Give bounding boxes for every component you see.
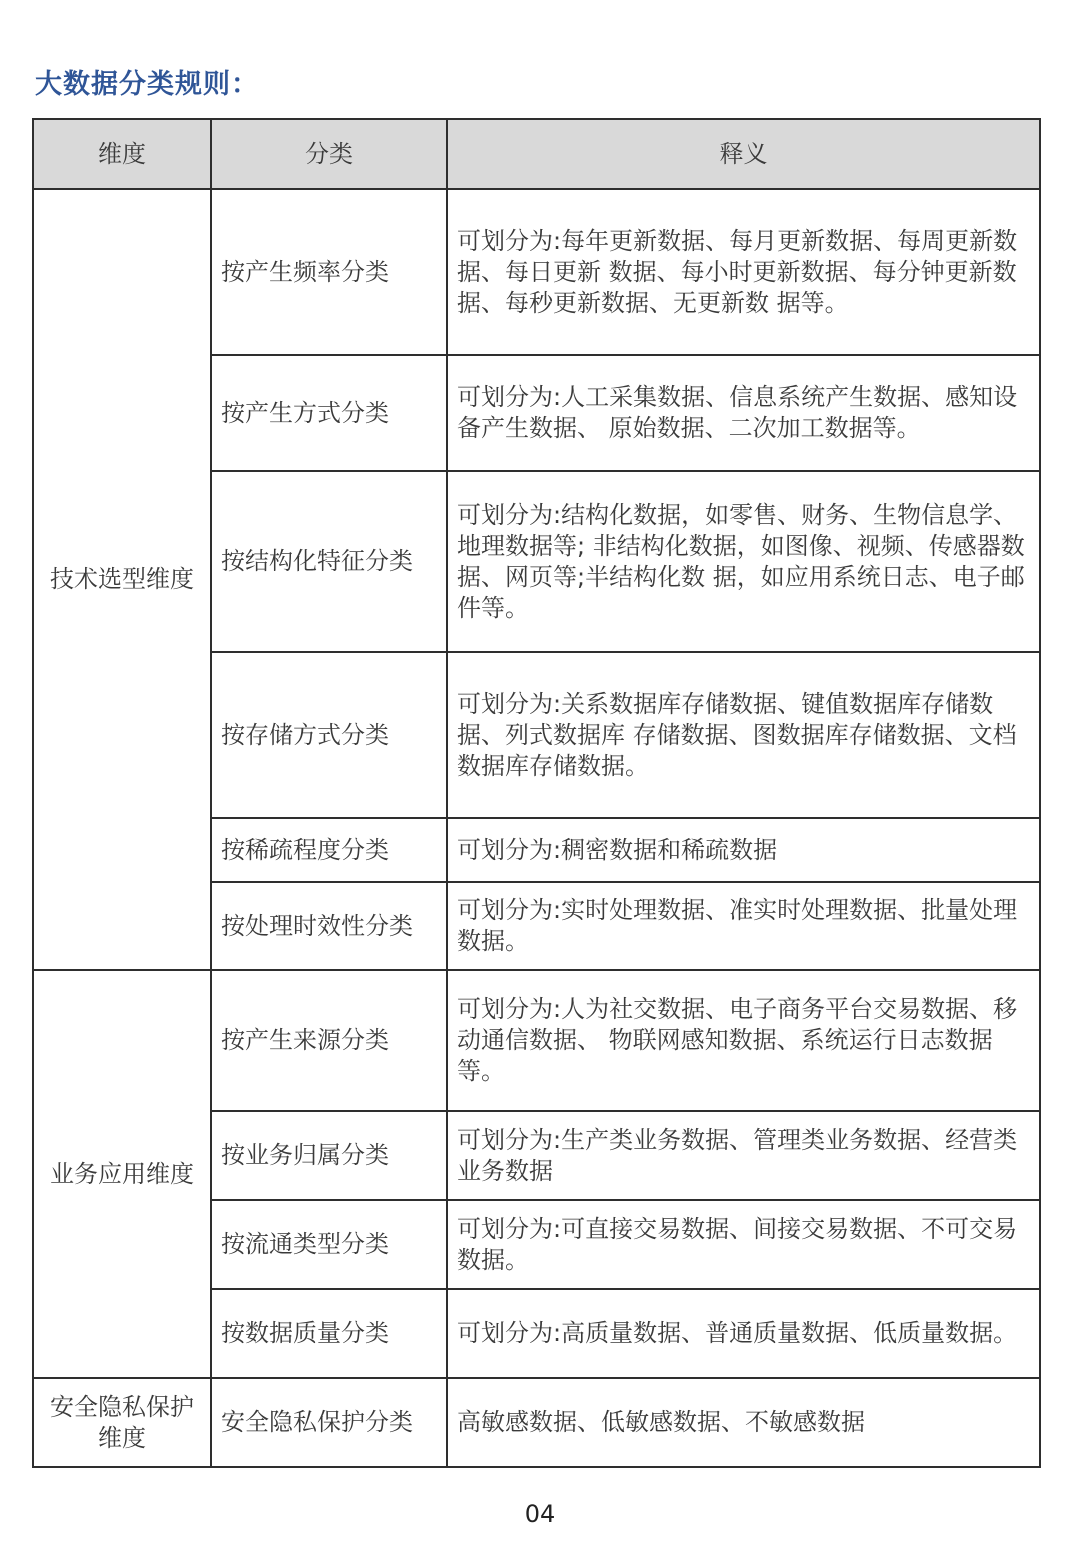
description-cell: 可划分为:实时处理数据、准实时处理数据、批量处理数据。 [447,882,1040,970]
category-cell: 按产生来源分类 [211,970,447,1111]
category-cell: 按结构化特征分类 [211,471,447,652]
category-cell: 按业务归属分类 [211,1111,447,1200]
description-cell: 可划分为:稠密数据和稀疏数据 [447,818,1040,882]
header-category: 分类 [211,119,447,189]
category-cell: 按产生频率分类 [211,189,447,355]
category-cell: 按存储方式分类 [211,652,447,818]
header-description: 释义 [447,119,1040,189]
category-cell: 安全隐私保护分类 [211,1378,447,1467]
description-cell: 可划分为:高质量数据、普通质量数据、低质量数据。 [447,1289,1040,1378]
classification-table [32,118,1041,1468]
category-cell: 按处理时效性分类 [211,882,447,970]
category-cell: 按稀疏程度分类 [211,818,447,882]
header-dimension: 维度 [33,119,211,189]
table-header-row [33,119,1040,189]
category-cell: 按流通类型分类 [211,1200,447,1289]
dimension-cell: 技术选型维度 [33,189,211,970]
description-cell: 可划分为:关系数据库存储数据、键值数据库存储数据、列式数据库 存储数据、图数据库存储数据、文档数据库存储数据。 [447,652,1040,818]
dimension-cell: 业务应用维度 [33,970,211,1378]
category-cell: 按数据质量分类 [211,1289,447,1378]
description-cell: 可划分为:人工采集数据、信息系统产生数据、感知设备产生数据、 原始数据、二次加工数据等。 [447,355,1040,471]
page-number: 04 [524,1500,556,1528]
description-cell: 高敏感数据、低敏感数据、不敏感数据 [447,1378,1040,1467]
page-title: 大数据分类规则： [35,69,259,100]
description-cell: 可划分为:生产类业务数据、管理类业务数据、经营类业务数据 [447,1111,1040,1200]
description-cell: 可划分为:可直接交易数据、间接交易数据、不可交易数据。 [447,1200,1040,1289]
description-cell: 可划分为:人为社交数据、电子商务平台交易数据、移动通信数据、 物联网感知数据、系统运行日志数据等。 [447,970,1040,1111]
table-row [33,189,1040,355]
table-row [33,1378,1040,1467]
table-row [33,970,1040,1111]
category-cell: 按产生方式分类 [211,355,447,471]
description-cell: 可划分为:结构化数据，如零售、财务、生物信息学、地理数据等; 非结构化数据，如图像、视频、传感器数据、网页等;半结构化数 据，如应用系统日志、电子邮件等。 [447,471,1040,652]
dimension-cell: 安全隐私保护维度 [33,1378,211,1467]
description-cell: 可划分为:每年更新数据、每月更新数据、每周更新数据、每日更新 数据、每小时更新数据、每分钟更新数据、每秒更新数据、无更新数 据等。 [447,189,1040,355]
